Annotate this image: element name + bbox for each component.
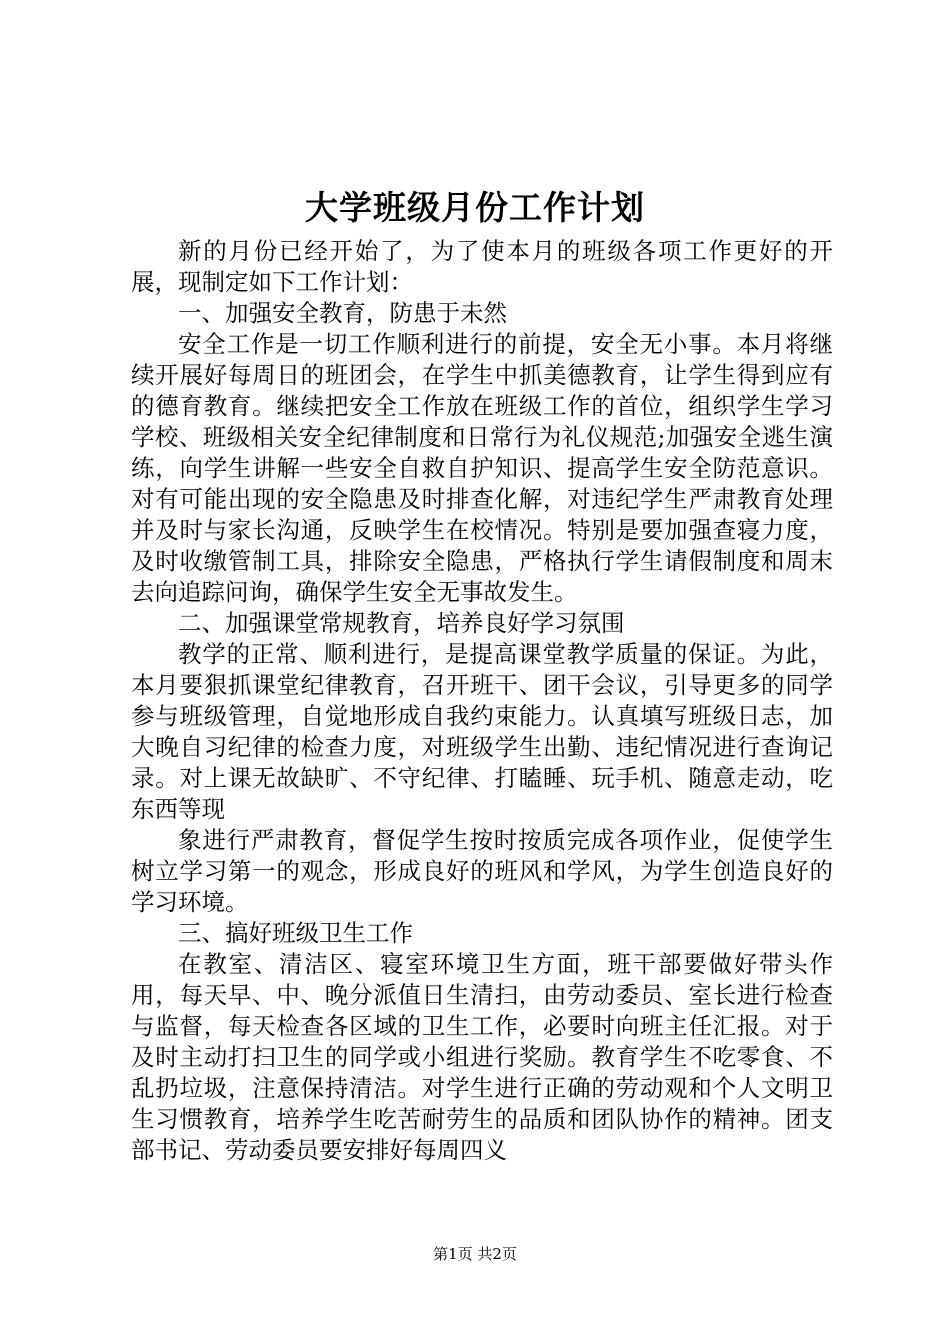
section-paragraph-2: 教学的正常、顺利进行，是提高课堂教学质量的保证。为此，本月要狠抓课堂纪律教育，召开班干、团干会议，引导更多的同学参与班级管理，自觉地形成自我约束能力。认真填写班级日志，加大晚自习纪律的检查力度，对班级学生出勤、违纪情况进行查询记录。对上课无故缺旷、不守纪律、打瞌睡、玩手机、随意走动，吃东西等现 — [131, 640, 833, 823]
intro-paragraph: 新的月份已经开始了，为了使本月的班级各项工作更好的开展，现制定如下工作计划： — [131, 237, 833, 296]
section-paragraph-1: 安全工作是一切工作顺利进行的前提，安全无小事。本月将继续开展好每周日的班团会，在学生中抓美德教育，让学生得到应有的德育教育。继续把安全工作放在班级工作的首位，组织学生学习学校、班级相关安全纪律制度和日常行为礼仪规范;加强安全逃生演练，向学生讲解一些安全自救自护知识、提高学生安全防范意识。对有可能出现的安全隐患及时排查化解，对违纪学生严肃教育处理并及时与家长沟通，反映学生在校情况。特别是要加强查寝力度，及时收缴管制工具，排除安全隐患，严格执行学生请假制度和周末去向追踪问询，确保学生安全无事故发生。 — [131, 330, 833, 606]
page-number-footer: 第1页 共2页 — [433, 1245, 517, 1263]
section-heading-3: 三、搞好班级卫生工作 — [178, 919, 413, 947]
section-heading-1: 一、加强安全教育，防患于未然 — [178, 299, 507, 327]
document-title: 大学班级月份工作计划 — [305, 188, 645, 227]
document-body — [131, 236, 833, 1166]
section-paragraph-3: 在教室、清洁区、寝室环境卫生方面，班干部要做好带头作用，每天早、中、晚分派值日生清扫，由劳动委员、室长进行检查与监督，每天检查各区域的卫生工作，必要时向班主任汇报。对于及时主动打扫卫生的同学或小组进行奖励。教育学生不吃零食、不乱扔垃圾，注意保持清洁。对学生进行正确的劳动观和个人文明卫生习惯教育，培养学生吃苦耐劳生的品质和团队协作的精神。团支部书记、劳动委员要安排好每周四义 — [131, 950, 833, 1164]
section-heading-2: 二、加强课堂常规教育，培养良好学习氛围 — [178, 609, 625, 637]
section-paragraph-2b: 象进行严肃教育，督促学生按时按质完成各项作业，促使学生树立学习第一的观念，形成良好的班风和学风，为学生创造良好的学习环境。 — [131, 826, 833, 916]
